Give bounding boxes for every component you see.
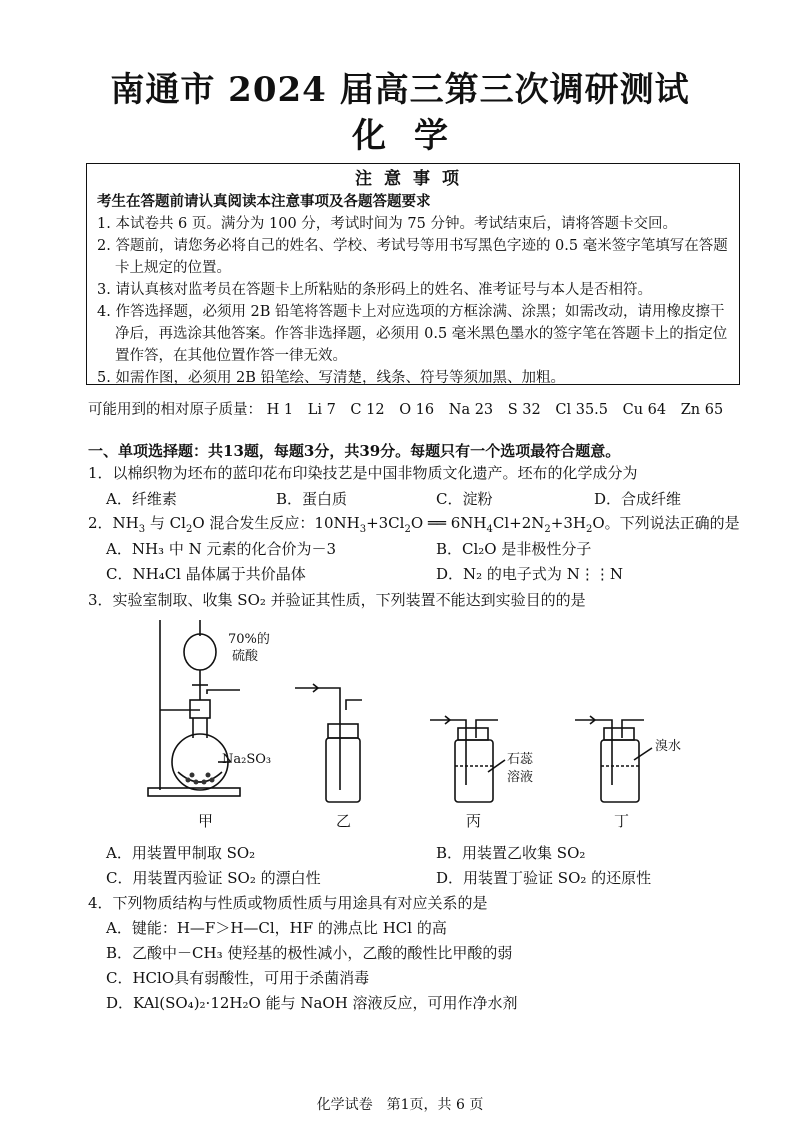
notice-heading: 注意事项 [355,169,471,189]
q2-text: +3Cl [366,514,405,532]
atomic-mass: C 12 [350,402,385,418]
notice-item: 5. 如需作图，必须用 2B 铅笔绘、写清楚，线条、符号等须加黑、加粗。 [97,370,566,386]
long-tube-b [318,688,340,790]
atomic-mass: Cl 35.5 [555,402,609,418]
bottle-d [601,740,639,802]
label-litmus-2: 溶液 [507,770,534,785]
q4-option-d: D．KAl(SO₄)₂·12H₂O 能与 NaOH 溶液反应，可用作净水剂 [106,994,518,1012]
q2-text: +3H [550,514,586,532]
atomic-mass: Cu 64 [622,402,667,418]
label-litmus: 石蕊 [507,752,534,767]
separatory-funnel [184,634,216,670]
apparatus-label: 甲 [198,812,214,830]
atomic-masses-label: 可能用到的相对原子质量： [88,402,262,418]
q2-sub: 2 [544,524,551,535]
notice-item: 4. 作答选择题，必须用 2B 铅笔将答题卡上对应选项的方框涂满、涂黑；如需改动，请用橡皮擦干净后，再选涂其他答案。作答非选择题，必须用 0.5 毫米黑色墨水的签字笔在答题卡上的指定位置作答，在其他位置作答一律无效。 [97,304,728,364]
q2-sub: 3 [359,524,367,535]
q3-option-c: C．用装置丙验证 SO₂ 的漂白性 [106,869,321,887]
q2-text: O 混合发生反应：10NH [192,514,360,532]
q2-option-d: D．N₂ 的电子式为 N⋮⋮N [436,565,623,583]
question-3-stem: 3．实验室制取、收集 SO₂ 并验证其性质，下列装置不能达到实验目的的是 [88,591,586,609]
label-salt: Na₂SO₃ [222,752,272,767]
atomic-mass: Zn 65 [680,402,724,418]
exam-title: 南通市 2024 届高三第三次调研测试 [110,70,690,110]
q3-option-b: B．用装置乙收集 SO₂ [436,844,586,862]
q2-text: 2．NH [88,514,139,532]
q2-option-b: B．Cl₂O 是非极性分子 [436,540,592,558]
q2-sub: 4 [486,524,493,535]
apparatus-label: 丁 [614,812,630,830]
label-acid: 70%的 [228,632,270,647]
notice-item: 2. 答题前，请您务必将自己的姓名、学校、考试号等用书写黑色字迹的 0.5 毫米签字笔填写在答题卡上规定的位置。 [97,238,728,276]
q2-sub: 2 [585,524,593,535]
question-1-stem: 1．以棉织物为坯布的蓝印花布印染技艺是中国非物质文化遗产。坯布的化学成分为 [88,464,638,482]
q2-sub: 3 [138,524,146,535]
q2-text: 与 Cl [149,514,186,532]
notice-item: 3. 请认真核对监考员在答题卡上所粘贴的条形码上的姓名、准考证号与本人是否相符。 [97,282,652,298]
q2-text: O ══ 6NH [410,514,487,532]
q2-text: O。下列说法正确的是 [592,514,740,532]
q2-option-c: C．NH₄Cl 晶体属于共价晶体 [106,565,306,583]
label-acid-2: 硫酸 [232,649,259,664]
q4-option-a: A．键能：H—F＞H—Cl，HF 的沸点比 HCl 的高 [106,919,447,937]
atomic-mass: Na 23 [448,402,494,418]
stopper-b [328,724,358,738]
atomic-mass: S 32 [507,402,541,418]
notice-subheading: 考生在答题前请认真阅读本注意事项及各题答题要求 [97,193,431,210]
q4-option-c: C．HClO具有弱酸性，可用于杀菌消毒 [106,969,370,987]
atomic-mass: O 16 [399,402,435,418]
label-bromine: 溴水 [655,739,682,754]
atomic-mass: Li 7 [307,402,336,418]
q2-option-a: A．NH₃ 中 N 元素的化合价为－3 [106,540,337,558]
q3-option-d: D．用装置丁验证 SO₂ 的还原性 [436,869,652,887]
q4-option-b: B．乙酸中－CH₃ 使羟基的极性减小，乙酸的酸性比甲酸的弱 [106,944,513,962]
bottle-c [455,740,493,802]
q2-sub: 2 [404,524,411,535]
q2-text: Cl+2N [492,514,545,532]
q3-option-a: A．用装置甲制取 SO₂ [106,844,256,862]
notice-item: 1. 本试卷共 6 页。满分为 100 分，考试时间为 75 分钟。考试结束后，请将答题卡交回。 [97,216,677,232]
q1-option-a: A．纤维素 [106,490,177,508]
bottle-b [326,738,360,802]
page-footer: 化学试卷 第1页，共 6 页 [316,1097,484,1113]
exam-subject: 化学 [352,116,476,156]
q1-option-b: B．蛋白质 [276,490,348,508]
q1-option-d: D．合成纤维 [594,490,682,508]
apparatus-label: 乙 [336,812,352,830]
question-4-stem: 4．下列物质结构与性质或物质性质与用途具有对应关系的是 [88,894,488,912]
q2-sub: 2 [185,524,193,535]
apparatus-label: 丙 [466,812,482,830]
section-heading: 一、单项选择题：共13题，每题3分，共39分。每题只有一个选项最符合题意。 [88,442,621,460]
q1-option-c: C．淀粉 [436,490,493,508]
atomic-mass: H 1 [266,402,294,418]
